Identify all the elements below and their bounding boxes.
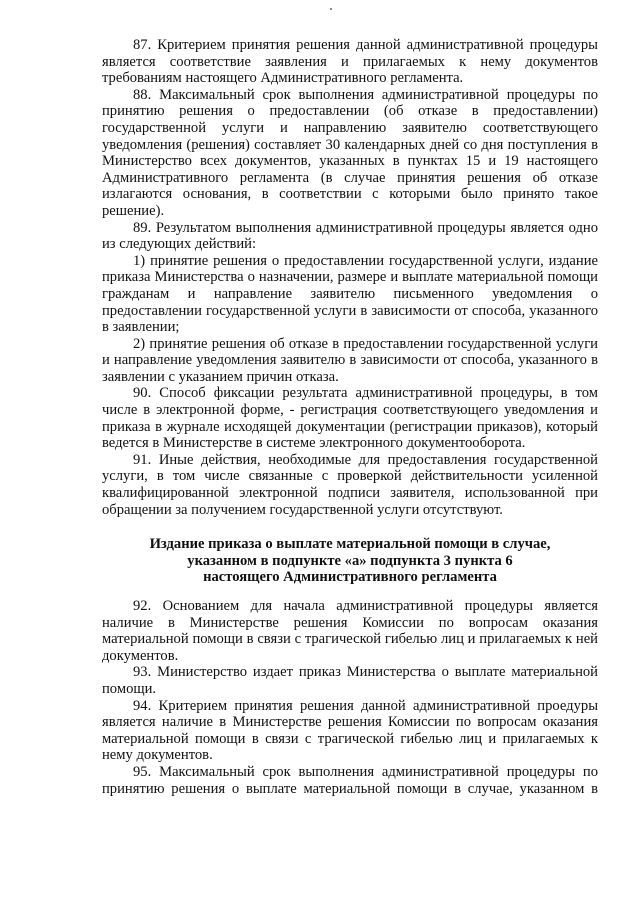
list-item-2: 2) принятие решения об отказе в предоставлении государственной услуги и направление уведомления заявителю в зависимости от способа, указанного в заявлении с указанием причин отказа. [102,335,598,385]
paragraph-90: 90. Способ фиксации результата административной процедуры, в том числе в электронной форме, - регистрация соответствующего уведомления и приказа в журнале исходящей документации (регистрации приказов), который ведется в Министерстве в системе электронного документооборота. [102,385,598,452]
scan-artifact-dot [330,8,332,10]
section-heading [102,536,598,586]
section-heading-line: указанном в подпункте «а» подпункта 3 пункта 6 [187,552,513,569]
paragraph-95: 95. Максимальный срок выполнения административной процедуры по принятию решения о выплате материальной помощи в случае, указанном в [102,763,598,797]
paragraph-91: 91. Иные действия, необходимые для предоставления государственной услуги, в том числе связанные с проверкой действительности усиленной квалифицированной электронной подписи заявителя, использованной при обращении за получением государственной услуги отсутствуют. [102,451,598,518]
list-item-1: 1) принятие решения о предоставлении государственной услуги, издание приказа Министерства о назначении, размере и выплате материальной помощи гражданам и направление заявителю письменного уведомления о предоставлении государственной услуги в зависимости от способа, указанного в заявлении; [102,252,598,336]
paragraph-94: 94. Критерием принятия решения данной административной проедуры является наличие в Министерстве решения Комиссии по вопросам оказания материальной помощи в связи с трагической гибелью лиц и прилагаемых к нему документов. [102,697,598,764]
section-heading-line: настоящего Административного регламента [203,569,497,586]
document-body [102,37,598,797]
paragraph-93: 93. Министерство издает приказ Министерства о выплате материальной помощи. [102,664,598,697]
paragraph-89: 89. Результатом выполнения административной процедуры является одно из следующих действий: [102,219,598,253]
paragraph-88: 88. Максимальный срок выполнения административной процедуры по принятию решения о предоставлении (об отказе в предоставлении) государственной услуги и направлению заявителю соответствующего уведомления (решения) составляет 30 календарных дней со дня поступления в Министерство всех документов, указанных в пунктах 15 и 19 настоящего Административного регламента (в случае принятия решения об отказе излагаются основания, в соответствии с которыми было принято такое решение). [102,86,598,219]
paragraph-92: 92. Основанием для начала административной процедуры является наличие в Министерстве решения Комиссии по вопросам оказания материальной помощи в связи с трагической гибелью лиц и прилагаемых к ней документов. [102,598,598,664]
section-heading-line: Издание приказа о выплате материальной помощи в случае, [149,536,551,553]
paragraph-87: 87. Критерием принятия решения данной административной процедуры является соответствие заявления и прилагаемых к нему документов требованиям настоящего Административного регламента. [102,37,598,87]
